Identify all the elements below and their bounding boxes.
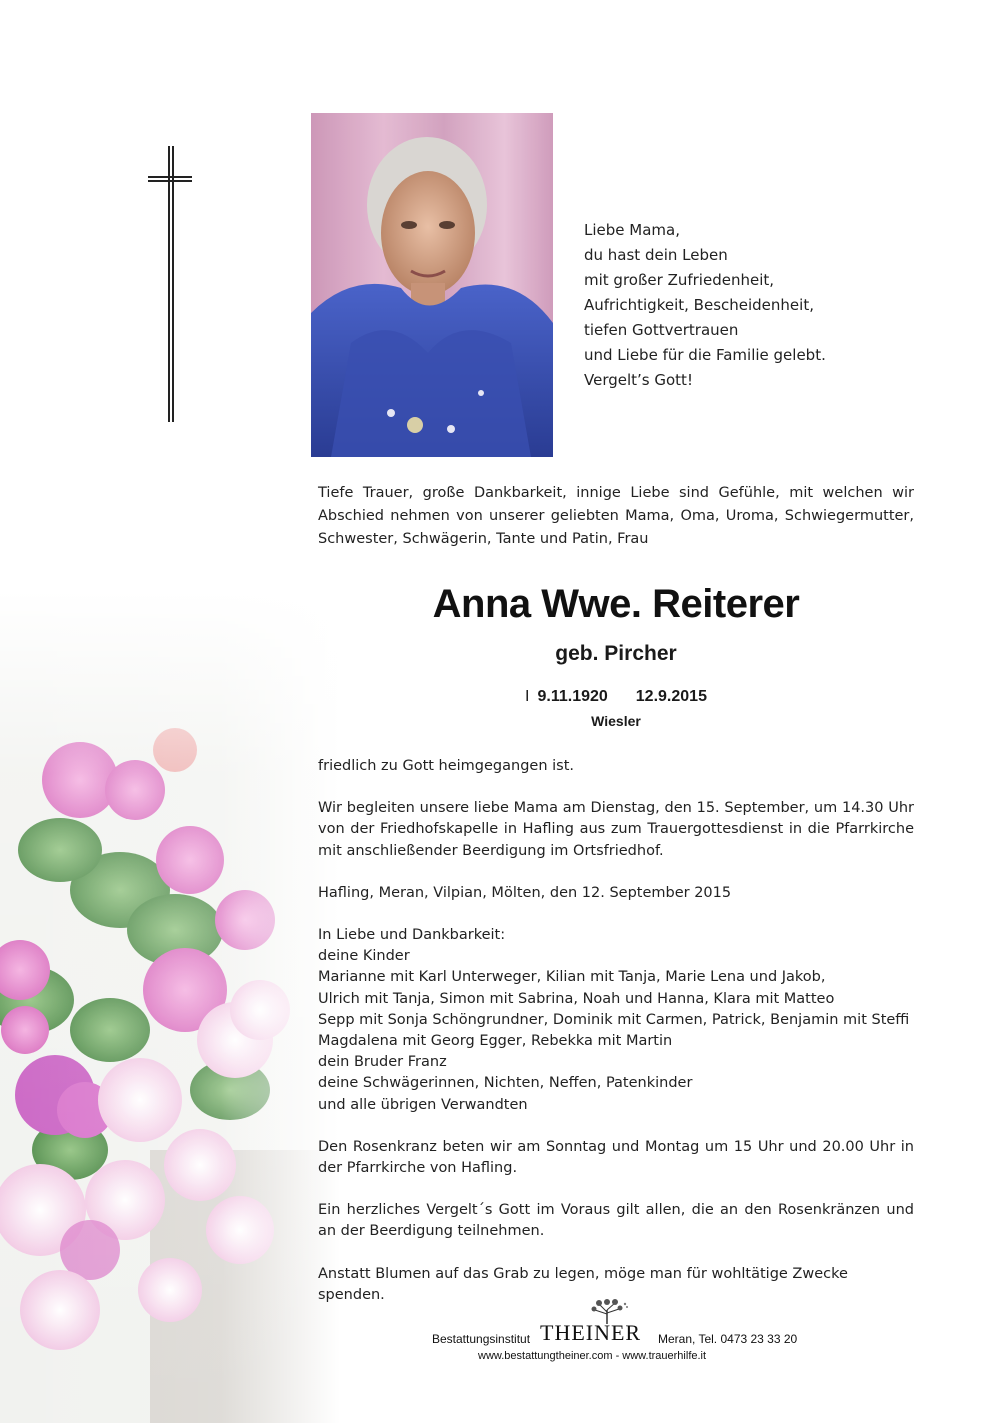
poem [584,218,904,393]
poem-line: tiefen Gottvertrauen [584,321,739,339]
poem-line: du hast dein Leben [584,246,728,264]
death-date: 12.9.2015 [635,688,707,705]
life-dates [318,688,914,706]
birth-date: 9.11.1920 [537,688,608,705]
list-item: Sepp mit Sonja Schöngrundner, Dominik mit Carmen, Patrick, Benjamin mit Steffi [318,1011,910,1028]
maiden-name: geb. Pircher [555,642,677,665]
mourners-list [318,925,914,1116]
list-item: In Liebe und Dankbarkeit: [318,927,506,944]
contact-info: Meran, Tel. 0473 23 33 20 [658,1332,798,1346]
thanks-text: Ein herzliches Vergelt´s Gott im Voraus gilt allen, die an den Rosenkränzen und an der Beerdigung teilnehmen. [318,1202,914,1240]
intro-text: Tiefe Trauer, große Dankbarkeit, innige Liebe sind Gefühle, mit welchen wir Abschied nehmen von unserer geliebten Mama, Oma, Uroma, Schwiegermutter, Schwester, Schwägerin, Tante und Patin, Frau [318,485,914,547]
funeral-home-footer [380,1298,880,1368]
list-item: deine Kinder [318,948,410,965]
poem-line: Aufrichtigkeit, Bescheidenheit, [584,296,814,314]
rosary-text: Den Rosenkranz beten wir am Sonntag und Montag um 15 Uhr und 20.00 Uhr in der Pfarrkirche von Hafling. [318,1138,914,1177]
brand-name: THEINER [540,1320,642,1345]
list-item: dein Bruder Franz [318,1054,447,1071]
funeral-text: Wir begleiten unsere liebe Mama am Dienstag, den 15. September, um 14.30 Uhr von der Friedhofskapelle in Hafling aus zum Trauergottesdienst in die Pfarrkirche mit anschließender Beerdigung im Ortsfriedhof. [318,800,914,859]
list-item: und alle übrigen Verwandten [318,1096,528,1113]
birth-symbol: I [525,688,530,705]
poem-line: mit großer Zufriedenheit, [584,271,775,289]
deceased-name: Anna Wwe. Reiterer [432,582,800,626]
list-item: deine Schwägerinnen, Nichten, Neffen, Patenkinder [318,1075,693,1092]
residence-place: Wiesler [591,713,641,729]
websites: www.bestattungtheiner.com - www.trauerhilfe.it [478,1350,707,1362]
announcement-body [318,756,914,1327]
institute-label: Bestattungsinstitut [432,1332,531,1346]
cross-icon [148,146,192,422]
geranium-flowers-image [0,590,340,1423]
portrait-photo [311,113,553,457]
location-date: Hafling, Meran, Vilpian, Mölten, den 12. September 2015 [318,884,732,901]
list-item: Magdalena mit Georg Egger, Rebekka mit Martin [318,1033,673,1050]
poem-line: Liebe Mama, [584,221,680,239]
passed-text: friedlich zu Gott heimgegangen ist. [318,758,575,774]
list-item: Marianne mit Karl Unterweger, Kilian mit Tanja, Marie Lena und Jakob, [318,969,826,986]
donation-text: Anstatt Blumen auf das Grab zu legen, möge man für wohltätige Zwecke spenden. [318,1265,848,1303]
poem-line: und Liebe für die Familie gelebt. [584,346,826,364]
poem-line: Vergelt’s Gott! [584,371,693,389]
list-item: Ulrich mit Tanja, Simon mit Sabrina, Noah und Hanna, Klara mit Matteo [318,990,835,1007]
